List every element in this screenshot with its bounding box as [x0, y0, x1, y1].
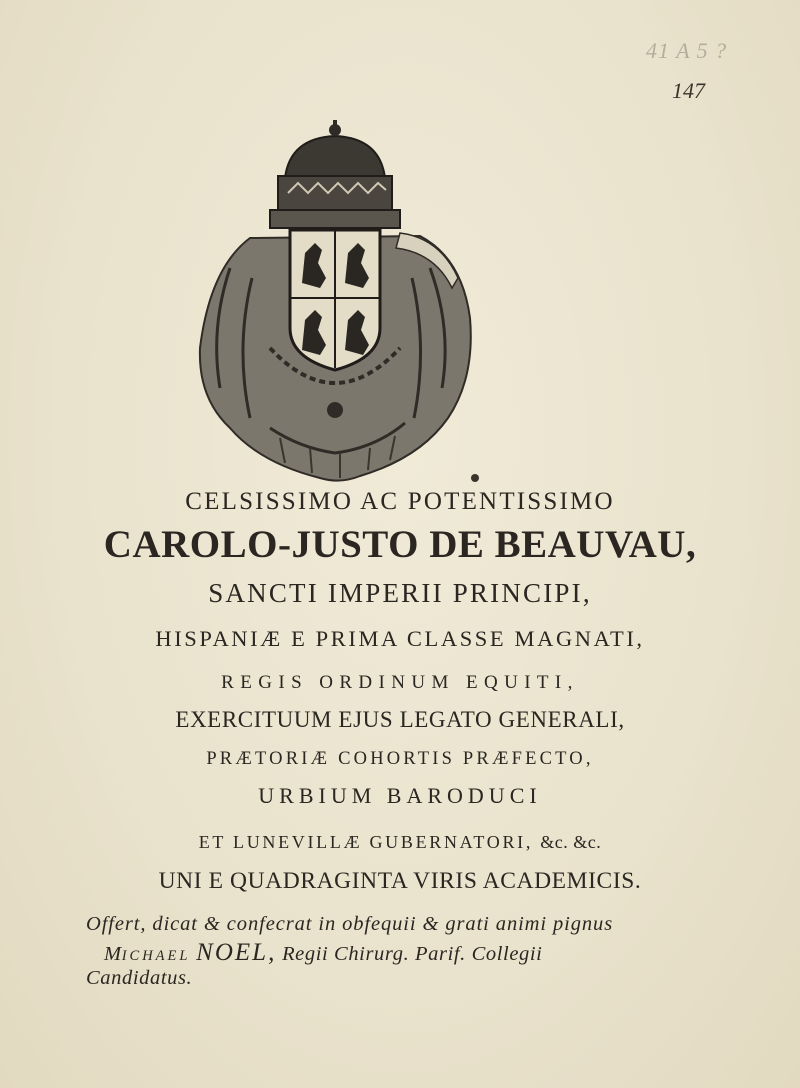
author-first-initial: M — [104, 943, 122, 965]
dedication-line-6: EXERCITUUM EJUS LEGATO GENERALI, — [175, 707, 625, 732]
dedicatee-name: CAROLO-JUSTO DE BEAUVAU, — [103, 523, 697, 566]
shelfmark-annotation: 41 A 5 ? — [646, 38, 728, 63]
dedication-line-9-etc: &c. &c. — [540, 832, 602, 852]
dedication-line-1: CELSISSIMO AC POTENTISSIMO — [185, 488, 615, 515]
dedication-line-7: PRÆTORIÆ COHORTIS PRÆFECTO, — [206, 749, 594, 769]
dedication-line-4: HISPANIÆ E PRIMA CLASSE MAGNATI, — [155, 626, 645, 651]
dedication-line-9 — [0, 832, 800, 853]
dedication-line-3: SANCTI IMPERII PRINCIPI, — [208, 578, 592, 608]
offering-line-3: Candidatus. — [86, 967, 193, 989]
author-surname: NOEL, — [196, 939, 277, 966]
dedication-line-8: URBIUM BARODUCI — [258, 783, 542, 808]
author-first-rest: ICHAEL — [121, 948, 191, 964]
dedication-line-9-main: ET LUNEVILLÆ GUBERNATORI, — [198, 832, 534, 852]
offering-line-2 — [104, 939, 542, 967]
crowned-coat-of-arms-icon — [190, 118, 480, 488]
page-number: 147 — [672, 78, 705, 103]
dedication-line-10: UNI E QUADRAGINTA VIRIS ACADEMICIS. — [158, 868, 642, 894]
offering-line-1: Offert, dicat & confecrat in obfequii & grati animi pignus — [86, 913, 614, 935]
offering-line-2-rest: Regii Chirurg. Parif. Collegii — [282, 943, 543, 965]
dedication-line-5: REGIS ORDINUM EQUITI, — [221, 672, 579, 693]
